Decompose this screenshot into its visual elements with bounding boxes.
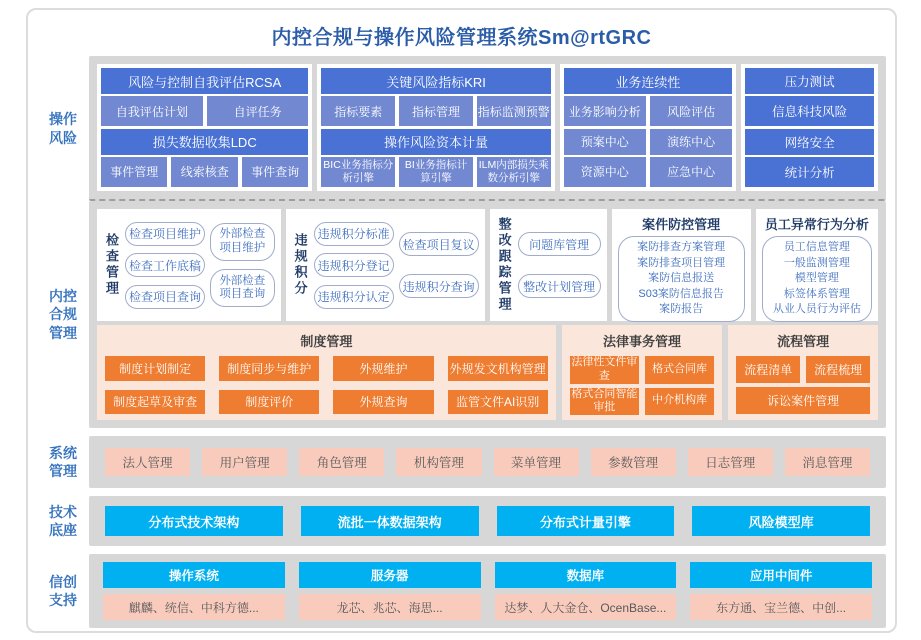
- module-header: 应用中间件: [690, 562, 872, 588]
- operation-risk-panel: [89, 56, 886, 201]
- group-process-management: [728, 325, 878, 420]
- feature-pill: 整改计划管理: [518, 274, 601, 298]
- feature-pill: 检查项目维护: [125, 222, 205, 246]
- feature-line: 标签体系管理: [783, 287, 850, 300]
- group-title: 制度管理: [300, 334, 353, 349]
- feature-line: 案防排查项目管理: [637, 256, 726, 269]
- module-box: 风险评估: [650, 96, 732, 126]
- vendor-list: 麒麟、统信、中科方德...: [103, 594, 285, 620]
- section-risk-and-compliance: [37, 56, 886, 428]
- module-box: 网络安全: [745, 129, 874, 155]
- group-legal-affairs: [562, 325, 723, 420]
- section-tech-base: [37, 496, 886, 546]
- feature-line: 案防排查方案管理: [637, 241, 726, 253]
- feature-line: 案防报告: [659, 303, 704, 316]
- module-box: 菜单管理: [494, 448, 579, 476]
- module-box: 外规发文机构管理: [448, 356, 548, 381]
- section-system-management: [37, 436, 886, 488]
- feature-line: 员工信息管理: [783, 241, 850, 253]
- feature-line: 模型管理: [794, 272, 839, 285]
- group-title: 案件防控管理: [642, 217, 721, 232]
- labels-column: [37, 56, 89, 428]
- xinchuang-column: [495, 562, 677, 620]
- module-box: 统计分析: [745, 157, 874, 187]
- xinchuang-column: [103, 562, 285, 620]
- module-box: 流程清单: [736, 356, 800, 383]
- feature-pill: 违规积分查询: [399, 274, 479, 298]
- group-inspection-management: [97, 209, 281, 321]
- module-box: 法律性文件审查: [571, 356, 638, 382]
- feature-pill-multiline: [762, 236, 872, 322]
- group-side-label: 违规积分: [292, 233, 308, 297]
- group-side-label: 整改跟踪管理: [496, 217, 512, 313]
- module-box: 机构管理: [396, 448, 481, 476]
- module-header: 损失数据收集LDC: [101, 129, 308, 155]
- system-panel: [89, 436, 886, 488]
- feature-pill: 外部检查项目查询: [210, 269, 275, 307]
- xinchuang-column: [690, 562, 872, 620]
- group-violation-points: [286, 209, 485, 321]
- module-box: BI业务指标计算引擎: [399, 157, 473, 187]
- feature-pill: 外部检查项目维护: [210, 223, 275, 261]
- section-xinchuang-support: [37, 554, 886, 628]
- group-business-continuity: [560, 64, 737, 191]
- module-box: 风险模型库: [692, 506, 870, 536]
- module-header: 服务器: [299, 562, 481, 588]
- module-box: 制度评价: [219, 390, 319, 415]
- label-tech-base: 技术底座: [48, 503, 77, 538]
- module-box: 流程梳理: [806, 356, 870, 383]
- module-box: 信息科技风险: [745, 96, 874, 126]
- group-employee-behavior: [756, 209, 878, 321]
- group-title: 法律事务管理: [602, 334, 681, 349]
- module-box: 外规维护: [333, 356, 433, 381]
- vendor-list: 东方通、宝兰德、中创...: [690, 594, 872, 620]
- feature-line: S03案防信息报告: [638, 287, 724, 300]
- module-box: 应急中心: [650, 157, 732, 187]
- module-box: BIC业务指标分析引擎: [321, 157, 395, 187]
- module-box: 指标监测预警: [477, 96, 551, 126]
- module-box: 中介机构库: [645, 388, 714, 416]
- module-box: 分布式技术架构: [105, 506, 283, 536]
- module-box: 用户管理: [202, 448, 287, 476]
- feature-pill: 违规积分认定: [314, 285, 394, 309]
- module-box: 自评任务: [207, 96, 309, 126]
- group-policy-management: [97, 325, 556, 420]
- module-box: 自我评估计划: [101, 96, 203, 126]
- labels-column: [37, 496, 89, 546]
- module-box: 业务影响分析: [564, 96, 646, 126]
- module-box: 外规查询: [333, 390, 433, 415]
- risk-compliance-panel: [89, 56, 886, 428]
- module-box: 格式合同库: [645, 356, 714, 384]
- group-rectification-tracking: [490, 209, 607, 321]
- module-header: 操作风险资本计量: [321, 129, 550, 155]
- feature-pill: 检查工作底稿: [125, 253, 205, 277]
- module-header: 操作系统: [103, 562, 285, 588]
- module-box: 预案中心: [564, 129, 646, 155]
- group-side-label: 检查管理: [104, 233, 119, 297]
- diagram-frame: [26, 8, 897, 633]
- module-box: 制度起草及审查: [105, 390, 205, 415]
- module-box: 法人管理: [105, 448, 190, 476]
- group-title: 员工异常行为分析: [764, 217, 869, 232]
- label-compliance: 内控合规管理: [48, 288, 77, 341]
- label-operation-risk: 操作风险: [48, 111, 77, 146]
- group-kri-capital: [317, 64, 554, 191]
- module-box: 事件管理: [101, 157, 167, 187]
- xinchuang-column: [299, 562, 481, 620]
- feature-pill: 检查项目复议: [399, 232, 479, 256]
- vendor-list: 龙芯、兆芯、海思...: [299, 594, 481, 620]
- labels-column: [37, 554, 89, 628]
- xinchuang-panel: [89, 554, 886, 628]
- compliance-panel: [89, 201, 886, 428]
- vendor-list: 达梦、人大金仓、OcenBase...: [495, 594, 677, 620]
- group-title: 流程管理: [777, 334, 830, 349]
- module-box: 消息管理: [785, 448, 870, 476]
- module-box: 参数管理: [591, 448, 676, 476]
- module-box: 指标要素: [321, 96, 395, 126]
- feature-pill: 问题库管理: [518, 232, 601, 256]
- compliance-orange-row: [97, 325, 878, 420]
- feature-pill: 违规积分标准: [314, 222, 394, 246]
- module-box: 演练中心: [650, 129, 732, 155]
- module-header: 数据库: [495, 562, 677, 588]
- feature-pill-multiline: [618, 236, 745, 322]
- feature-pill: 违规积分登记: [314, 253, 394, 277]
- page-title: 内控合规与操作风险管理系统Sm@rtGRC: [271, 27, 652, 49]
- feature-line: 一般监测管理: [783, 256, 850, 269]
- feature-line: 从业人员行为评估: [772, 303, 861, 316]
- module-box: 制度同步与维护: [219, 356, 319, 381]
- label-xinchuang-support: 信创支持: [48, 573, 77, 608]
- module-box: 线索核查: [171, 157, 237, 187]
- compliance-pill-row: [97, 209, 878, 321]
- labels-column: [37, 436, 89, 488]
- feature-line: 案防信息报送: [648, 272, 715, 285]
- group-risk-modules: [741, 64, 878, 191]
- module-box: ILM内部损失乘数分析引擎: [477, 157, 551, 187]
- module-box: 监管文件AI识别: [448, 390, 548, 415]
- module-box: 日志管理: [688, 448, 773, 476]
- module-box: 流批一体数据架构: [301, 506, 479, 536]
- module-box: 制度计划制定: [105, 356, 205, 381]
- module-box: 角色管理: [299, 448, 384, 476]
- module-box: 诉讼案件管理: [736, 387, 870, 414]
- module-box: 事件查询: [242, 157, 308, 187]
- module-box: 资源中心: [564, 157, 646, 187]
- module-header: 风险与控制自我评估RCSA: [101, 68, 308, 94]
- label-system-management: 系统管理: [48, 444, 77, 479]
- tech-panel: [89, 496, 886, 546]
- module-box: 分布式计量引擎: [497, 506, 675, 536]
- group-rcsa-ldc: [97, 64, 312, 191]
- module-box: 压力测试: [745, 68, 874, 94]
- module-box: 格式合同智能审批: [571, 387, 638, 414]
- module-box: 指标管理: [399, 96, 473, 126]
- module-header: 业务连续性: [564, 68, 733, 94]
- group-case-prevention: [612, 209, 751, 321]
- feature-pill: 检查项目查询: [125, 285, 205, 309]
- module-header: 关键风险指标KRI: [321, 68, 550, 94]
